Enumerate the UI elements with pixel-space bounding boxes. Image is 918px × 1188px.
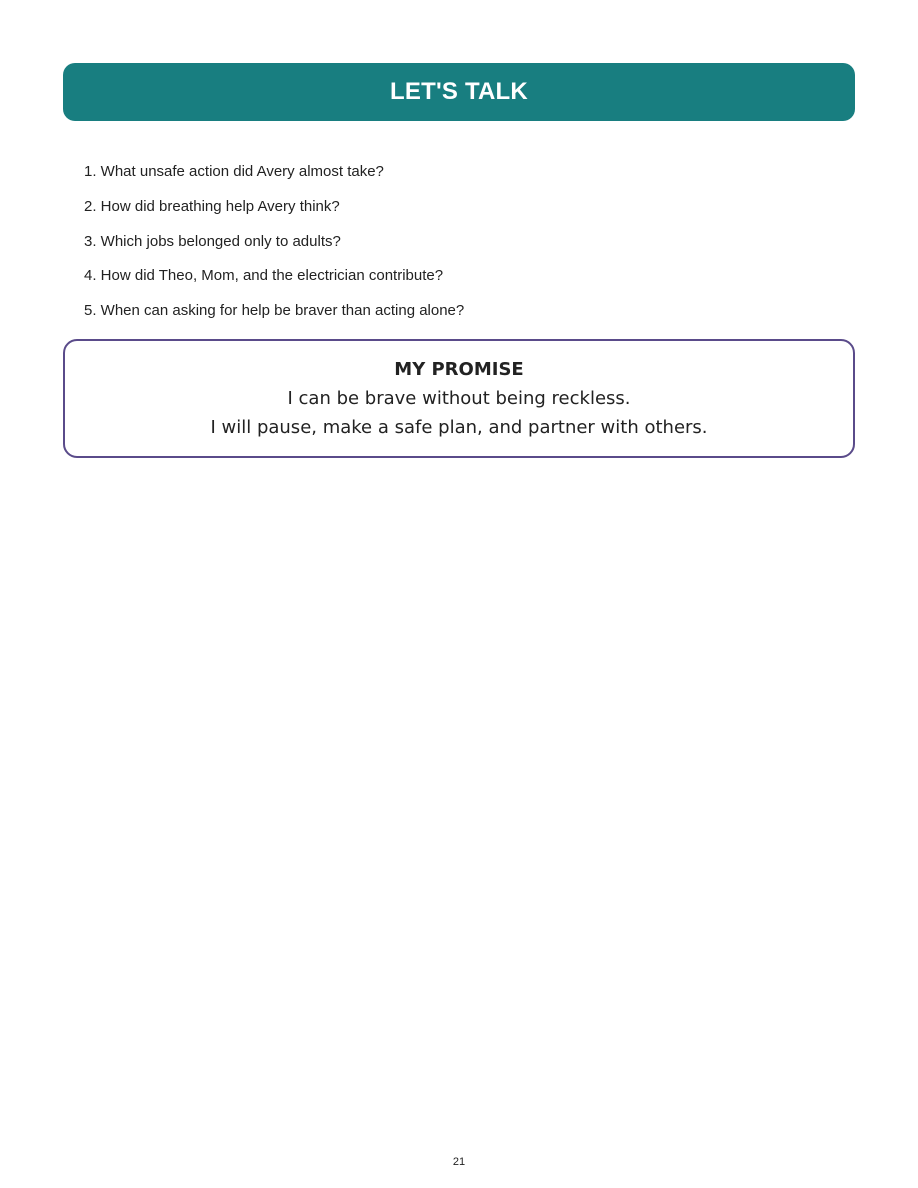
question-item: 3. Which jobs belonged only to adults?	[84, 232, 341, 250]
discussion-question-list	[84, 161, 844, 335]
question-item: 1. What unsafe action did Avery almost take?	[84, 163, 384, 180]
promise-line: I can be brave without being reckless.	[287, 388, 631, 409]
promise-title: MY PROMISE	[394, 359, 524, 380]
page-number: 21	[452, 1156, 466, 1168]
promise-box	[63, 339, 855, 458]
header-banner	[63, 63, 855, 121]
question-item: 2. How did breathing help Avery think?	[84, 197, 340, 215]
question-item: 4. How did Theo, Mom, and the electrician contribute?	[84, 267, 444, 285]
promise-line: I will pause, make a safe plan, and partner with others.	[210, 417, 708, 438]
question-item: 5. When can asking for help be braver than acting alone?	[84, 302, 465, 320]
page-title: LET'S TALK	[390, 78, 528, 105]
